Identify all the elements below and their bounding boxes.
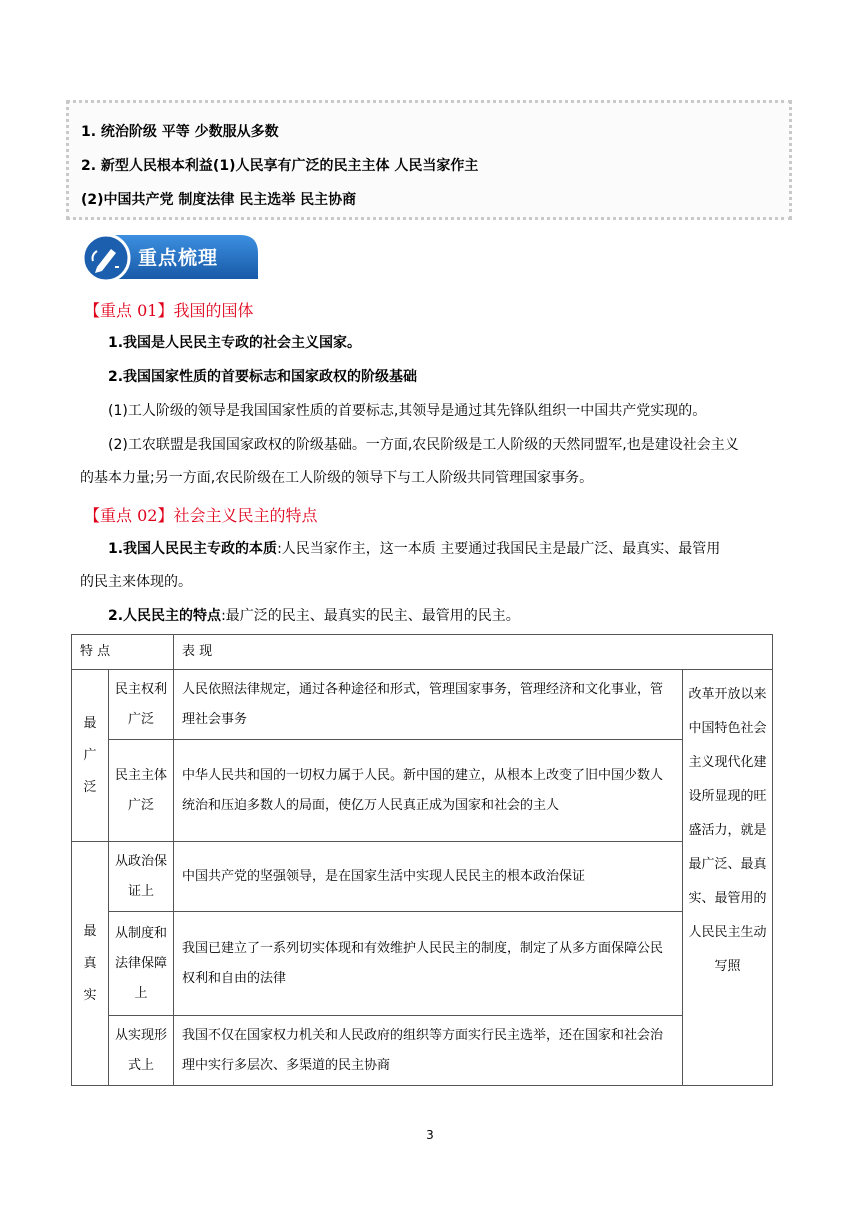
row-label-text: 从制度和法律保障上 [115, 925, 168, 1001]
table-row [72, 842, 773, 912]
row-text: 人民依照法律规定，通过各种途径和形式，管理国家事务，管理经济和文化事业，管理社会事务 [174, 670, 683, 740]
point1-p1: 1.我国是人民民主专政的社会主义国家。 [108, 335, 362, 351]
point1-p3: (1)工人阶级的领导是我国国家性质的首要标志,其领导是通过其先锋队组织一中国共产党实现的。 [108, 403, 707, 419]
row-text: 中华人民共和国的一切权力属于人民。新中国的建立，从根本上改变了旧中国少数人统治和压迫多数人的局面，使亿万人民真正成为国家和社会的主人 [174, 740, 683, 842]
answer-line-3: (2)中国共产党 制度法律 民主选举 民主协商 [81, 192, 357, 208]
row-label [109, 1016, 174, 1086]
table-row [72, 740, 773, 842]
header-manifestation: 表 现 [174, 635, 773, 670]
row-label [109, 740, 174, 842]
row-label-text: 从实现形式上 [115, 1027, 168, 1073]
row-text: 我国不仅在国家权力机关和人民政府的组织等方面实行民主选举，还在国家和社会治理中实行多层次、多渠道的民主协商 [174, 1016, 683, 1086]
table-header-row [72, 635, 773, 670]
row-label-text: 从政治保证上 [115, 853, 168, 899]
pencil-icon [89, 241, 123, 275]
section-banner [80, 231, 260, 283]
point2-p1-label: 1.我国人民民主专政的本质 [108, 541, 278, 557]
point1-heading: 【重点 01】我国的国体 [84, 301, 254, 320]
point2-p1-text: :人民当家作主，这一本质 主要通过我国民主是最广泛、最真实、最管用 [277, 541, 721, 557]
row-label-text: 民主权利广泛 [115, 681, 168, 727]
row-label [109, 912, 174, 1016]
row-label [109, 670, 174, 740]
point2-p1-cont: 的民主来体现的。 [80, 574, 192, 590]
group-most-real [72, 842, 109, 1086]
point2-p2 [108, 601, 520, 631]
point2-p2-label: 2.人民民主的特点 [108, 608, 222, 624]
answer-line-2: 2. 新型人民根本利益(1)人民享有广泛的民主主体 人民当家作主 [81, 158, 479, 174]
point1-p2: 2.我国国家性质的首要标志和国家政权的阶级基础 [108, 369, 418, 385]
point1-p4a: (2)工农联盟是我国国家政权的阶级基础。一方面,农民阶级是工人阶级的天然同盟军,也是建设社会主义 [108, 437, 739, 453]
point2-p2-text: :最广泛的民主、最真实的民主、最管用的民主。 [221, 608, 520, 624]
row-text: 我国已建立了一系列切实体现和有效维护人民民主的制度，制定了从多方面保障公民权利和自由的法律 [174, 912, 683, 1016]
point1-p4b: 的基本力量;另一方面,农民阶级在工人阶级的领导下与工人阶级共同管理国家事务。 [80, 470, 594, 486]
group-most-extensive [72, 670, 109, 842]
banner-label: 重点梳理 [138, 247, 219, 269]
table-row [72, 912, 773, 1016]
row-label-text: 民主主体广泛 [115, 767, 168, 813]
row-text: 中国共产党的坚强领导，是在国家生活中实现人民民主的根本政治保证 [174, 842, 683, 912]
table-row [72, 1016, 773, 1086]
page-number: 3 [426, 1128, 434, 1142]
row-label [109, 842, 174, 912]
side-note-text: 改革开放以来中国特色社会主义现代化建设所显现的旺盛活力，就是最广泛、最真实、最管用的人民民主生动写照 [688, 687, 767, 974]
header-features: 特 点 [72, 635, 174, 670]
point2-heading: 【重点 02】社会主义民主的特点 [84, 506, 318, 525]
group-most-real-label: 最真实 [83, 923, 97, 1003]
features-table [71, 634, 773, 1086]
answer-line-1: 1. 统治阶级 平等 少数服从多数 [81, 124, 279, 140]
side-note [683, 670, 773, 1086]
table-row [72, 670, 773, 740]
answer-box [66, 100, 792, 220]
point2-p1 [108, 534, 720, 564]
group-most-extensive-label: 最广泛 [83, 715, 97, 795]
